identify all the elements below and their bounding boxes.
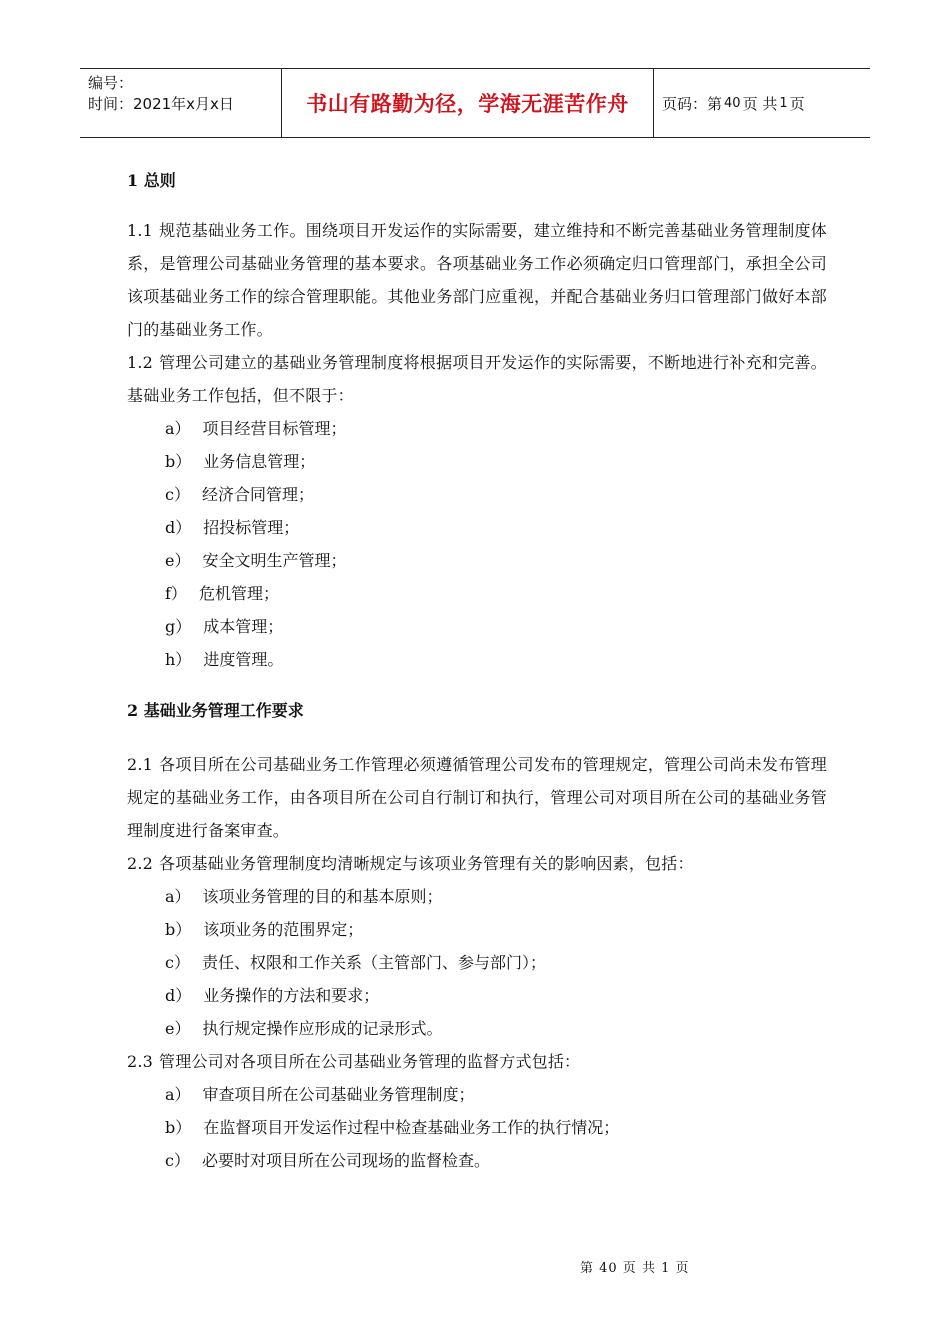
list-item-text: 业务信息管理； — [203, 452, 316, 471]
list-item-text: 该项业务的范围界定； — [203, 920, 364, 939]
list-item — [127, 1144, 827, 1177]
list-marker: c） — [165, 953, 190, 972]
list-marker: a） — [165, 1085, 191, 1104]
list-item — [127, 412, 827, 445]
page-total: 1 — [779, 95, 788, 111]
list-marker: d） — [165, 518, 192, 537]
document-header — [80, 68, 870, 138]
paragraph-number: 2.3 — [127, 1052, 154, 1071]
list-item — [127, 544, 827, 577]
list-item — [127, 445, 827, 478]
paragraph-number: 2.1 — [127, 755, 154, 774]
code-label: 编号： — [88, 74, 134, 92]
page-label-post: 页 — [789, 94, 805, 113]
list-item-text: 成本管理； — [203, 617, 284, 636]
list-marker: e） — [165, 551, 191, 570]
list-marker: c） — [165, 485, 190, 504]
paragraph-number: 1.2 — [127, 353, 154, 372]
list-marker: a） — [165, 419, 191, 438]
paragraph-2-2 — [127, 847, 827, 880]
list-item-text: 执行规定操作应形成的记录形式。 — [202, 1019, 443, 1038]
list-item-text: 项目经营目标管理； — [202, 419, 347, 438]
list-item — [127, 880, 827, 913]
paragraph-1-1 — [127, 214, 827, 346]
list-item-text: 业务操作的方法和要求； — [203, 986, 380, 1005]
list-marker: b） — [165, 920, 192, 939]
list-item-text: 进度管理。 — [203, 650, 284, 669]
header-meta-cell — [80, 69, 282, 137]
paragraph-number: 1.1 — [127, 221, 154, 240]
list-item — [127, 610, 827, 643]
list-marker: c） — [165, 1151, 190, 1170]
list-item-text: 招投标管理； — [203, 518, 300, 537]
list-marker: h） — [165, 650, 192, 669]
list-item-text: 必要时对项目所在公司现场的监督检查。 — [201, 1151, 490, 1170]
page-number: 40 — [724, 95, 741, 111]
list-item — [127, 913, 827, 946]
list-item — [127, 946, 827, 979]
header-page-info — [654, 69, 870, 137]
header-motto: 书山有路勤为径，学海无涯苦作舟 — [282, 69, 654, 137]
page-label-mid: 页 共 — [742, 94, 778, 113]
document-body — [127, 170, 827, 1177]
list-marker: b） — [165, 452, 192, 471]
list-item — [127, 1078, 827, 1111]
page-label-pre: 页码：第 — [662, 94, 723, 113]
footer-page-text: 第 40 页 共 1 页 — [580, 1261, 690, 1276]
section-1-title: 1 总则 — [127, 171, 176, 190]
list-item-text: 经济合同管理； — [201, 485, 314, 504]
list-item-text: 该项业务管理的目的和基本原则； — [202, 887, 443, 906]
list-marker: e） — [165, 1019, 191, 1038]
list-item — [127, 1012, 827, 1045]
paragraph-2-1 — [127, 748, 827, 847]
list-item — [127, 478, 827, 511]
paragraph-text: 各项基础业务管理制度均清晰规定与该项业务管理有关的影响因素，包括： — [159, 854, 694, 873]
list-item — [127, 643, 827, 676]
list-item-text: 在监督项目开发运作过程中检查基础业务工作的执行情况； — [203, 1118, 620, 1137]
list-item — [127, 511, 827, 544]
list-marker: b） — [165, 1118, 192, 1137]
time-label: 时间：2021年x月x日 — [88, 95, 234, 113]
list-marker: d） — [165, 986, 192, 1005]
list-marker: f） — [165, 584, 187, 603]
paragraph-text: 各项目所在公司基础业务工作管理必须遵循管理公司发布的管理规定，管理公司尚未发布管理规定的基础业务工作，由各项目所在公司自行制订和执行，管理公司对项目所在公司的基础业务管理制度进行备案审查。 — [127, 755, 827, 840]
paragraph-text: 管理公司对各项目所在公司基础业务管理的监督方式包括： — [159, 1052, 581, 1071]
list-item-text: 危机管理； — [198, 584, 279, 603]
paragraph-text: 管理公司建立的基础业务管理制度将根据项目开发运作的实际需要，不断地进行补充和完善。基础业务工作包括，但不限于： — [127, 353, 827, 405]
paragraph-number: 2.2 — [127, 854, 154, 873]
list-item-text: 安全文明生产管理； — [202, 551, 347, 570]
list-marker: a） — [165, 887, 191, 906]
paragraph-1-2 — [127, 346, 827, 412]
list-item — [127, 979, 827, 1012]
list-item — [127, 577, 827, 610]
list-item-text: 责任、权限和工作关系（主管部门、参与部门）； — [201, 953, 546, 972]
section-2-title: 2 基础业务管理工作要求 — [127, 701, 304, 720]
list-item-text: 审查项目所在公司基础业务管理制度； — [202, 1085, 475, 1104]
list-item — [127, 1111, 827, 1144]
list-marker: g） — [165, 617, 192, 636]
paragraph-text: 规范基础业务工作。围绕项目开发运作的实际需要，建立维持和不断完善基础业务管理制度体系，是管理公司基础业务管理的基本要求。各项基础业务工作必须确定归口管理部门，承担全公司该项基础业务工作的综合管理职能。其他业务部门应重视，并配合基础业务归口管理部门做好本部门的基础业务工作。 — [127, 221, 827, 339]
paragraph-2-3 — [127, 1045, 827, 1078]
